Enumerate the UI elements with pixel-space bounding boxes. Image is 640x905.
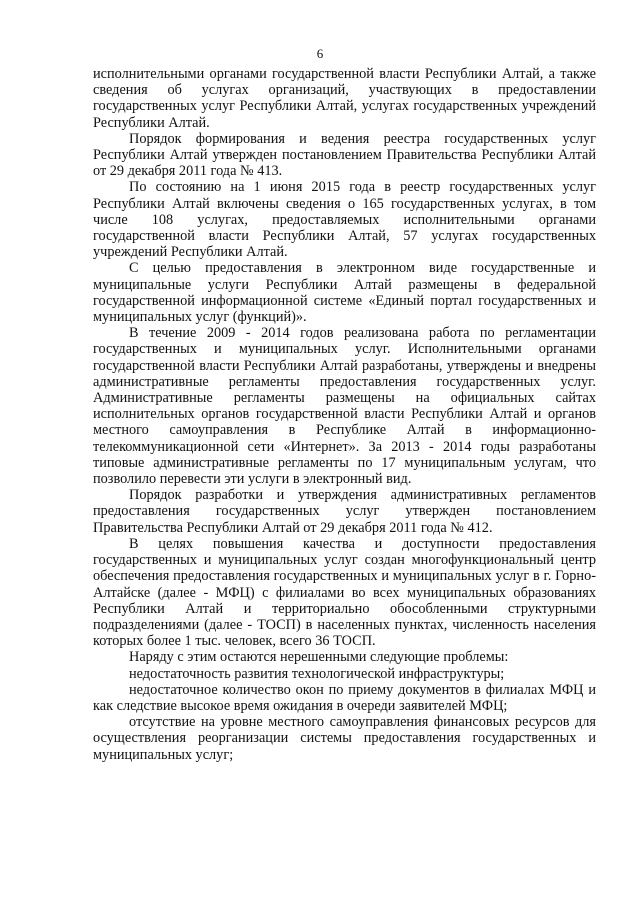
paragraph-registry-status: По состоянию на 1 июня 2015 года в реестр государственных услуг Республики Алтай включены сведения о 165 государственных услугах, в том числе 108 услугах, предоставляемых исполнительными органами государственной власти Республики Алтай, 57 услугах государственных учреждений Республики Алтай. <box>93 179 596 261</box>
paragraph-problem-finance: отсутствие на уровне местного самоуправления финансовых ресурсов для осуществления реорганизации системы предоставления государственных и муниципальных услуг; <box>93 714 596 763</box>
paragraph-problem-infrastructure: недостаточность развития технологической инфраструктуры; <box>129 665 505 682</box>
paragraph-regulations-procedure: Порядок разработки и утверждения административных регламентов предоставления государственных услуг утвержден постановлением Правительства Республики Алтай от 29 декабря 2011 года № 412. <box>93 487 596 536</box>
paragraph-electronic-portal: С целью предоставления в электронном виде государственные и муниципальные услуги Республики Алтай размещены в федеральной государственной информационной системе «Единый портал государственных и муниципальных услуг (функций)». <box>93 260 596 326</box>
paragraph-registry-procedure: Порядок формирования и ведения реестра государственных услуг Республики Алтай утвержден постановлением Правительства Республики Алтай от 29 декабря 2011 года № 413. <box>93 130 596 180</box>
document-body <box>93 66 596 763</box>
paragraph-mfc: В целях повышения качества и доступности предоставления государственных и муниципальных услуг создан многофункциональный центр обеспечения предоставления государственных и муниципальных услуг в г. Горно-Алтайске (далее - МФЦ) с филиалами во всех муниципальных образованиях Республики Алтай и территориально обособленными структурными подразделениями (далее - ТОСП) в населенных пунктах, численность населения которых более 1 тыс. человек, всего 36 ТОСП. <box>93 535 596 650</box>
paragraph-registry-intro: исполнительными органами государственной власти Республики Алтай, а также сведения об услугах организаций, участвующих в предоставлении государственных услуг Республики Алтай, услугах государственных учреждений Республики Алтай. <box>93 66 596 131</box>
paragraph-regulations-work: В течение 2009 - 2014 годов реализована работа по регламентации государственных и муниципальных услуг. Исполнительными органами государственной власти Республики Алтай разработаны, утверждены и внедрены административные регламенты предоставления государственных услуг. Административные регламенты размещены на официальных сайтах исполнительных органов государственной власти Республики Алтай и органов местного самоуправления в Республике Алтай в информационно-телекоммуникационной сети «Интернет». За 2013 - 2014 годы разработаны типовые административные регламенты по 17 муниципальным услугам, что позволило перевести эти услуги в электронный вид. <box>93 325 596 488</box>
page-number: 6 <box>316 46 324 61</box>
paragraph-problems-intro: Наряду с этим остаются нерешенными следующие проблемы: <box>129 649 509 666</box>
paragraph-problem-windows: недостаточное количество окон по приему документов в филиалах МФЦ и как следствие высокое время ожидания в очереди заявителей МФЦ; <box>93 681 596 714</box>
